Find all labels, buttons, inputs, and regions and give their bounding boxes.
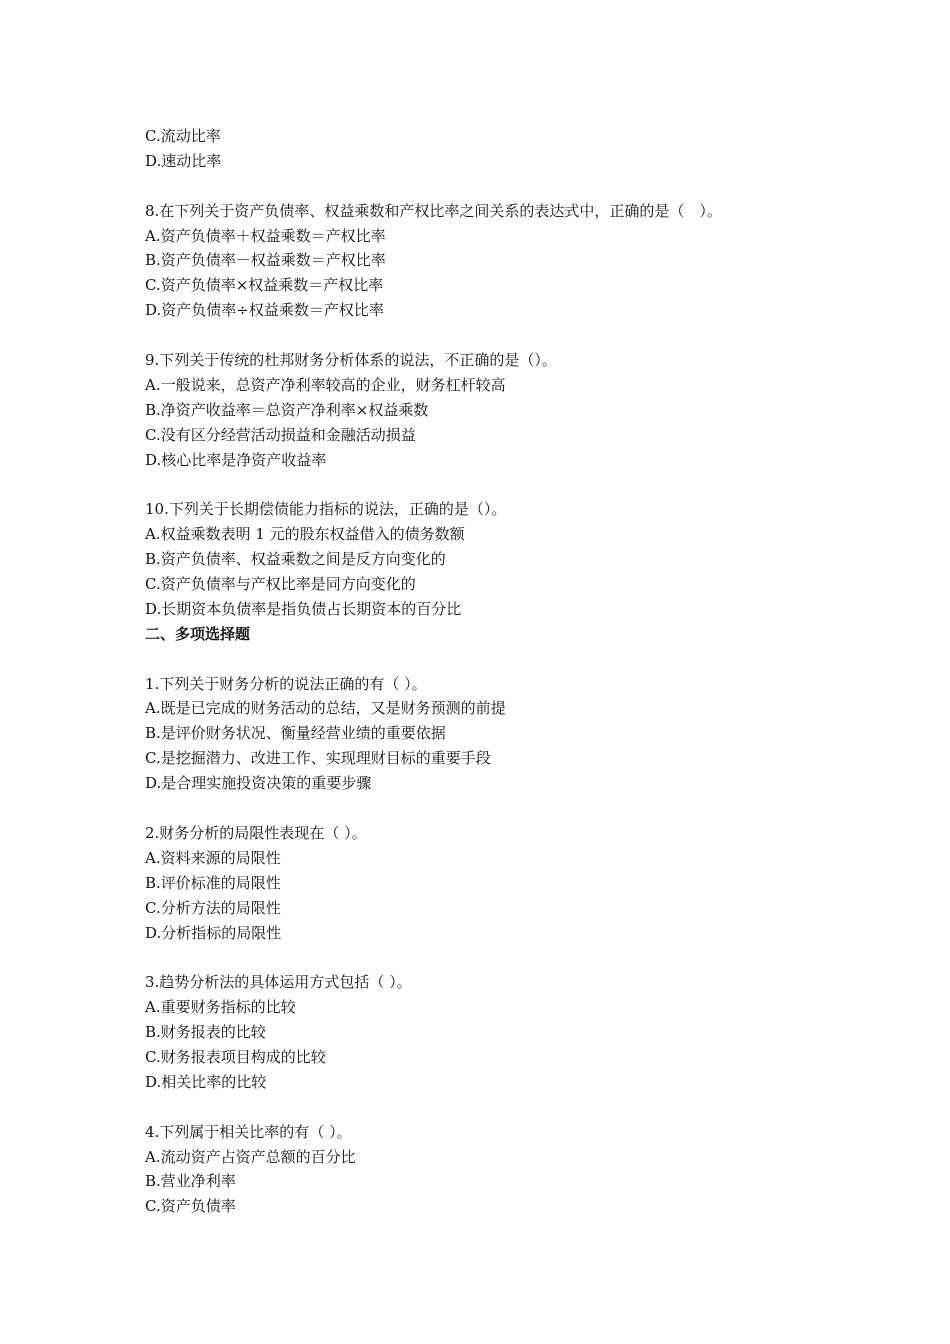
option-d: D.核心比率是净资产收益率 bbox=[145, 450, 327, 469]
multi-question-2 bbox=[145, 821, 845, 945]
option-a: A.资料来源的局限性 bbox=[145, 848, 281, 867]
option-d: D.相关比率的比较 bbox=[145, 1072, 267, 1091]
option-b: B.资产负债率、权益乘数之间是反方向变化的 bbox=[145, 550, 446, 569]
multi-question-1 bbox=[145, 672, 845, 796]
spacer bbox=[145, 323, 845, 348]
spacer bbox=[145, 472, 845, 497]
section-heading: 二、多项选择题 bbox=[145, 624, 251, 643]
question-9 bbox=[145, 348, 845, 472]
question-stem: 10.下列关于长期偿债能力指标的说法，正确的是（）。 bbox=[145, 500, 507, 519]
spacer bbox=[145, 945, 845, 970]
spacer bbox=[145, 796, 845, 821]
document-page bbox=[145, 124, 845, 1219]
option-d: D.是合理实施投资决策的重要步骤 bbox=[145, 774, 372, 793]
option-b: B.营业净利率 bbox=[145, 1172, 236, 1191]
question-stem: 3.趋势分析法的具体运用方式包括（ ）。 bbox=[145, 973, 412, 992]
option-c: C.财务报表项目构成的比较 bbox=[145, 1047, 326, 1066]
option-b: B.评价标准的局限性 bbox=[145, 873, 281, 892]
option-a: A.一般说来，总资产净利率较高的企业，财务杠杆较高 bbox=[145, 375, 506, 394]
option-b: B.财务报表的比较 bbox=[145, 1023, 266, 1042]
option-c: C.分析方法的局限性 bbox=[145, 898, 281, 917]
question-7-tail bbox=[145, 124, 845, 174]
option-a: A.既是已完成的财务活动的总结，又是财务预测的前提 bbox=[145, 699, 506, 718]
spacer bbox=[145, 647, 845, 672]
question-stem: 9.下列关于传统的杜邦财务分析体系的说法，不正确的是（）。 bbox=[145, 351, 557, 370]
option-c: C.是挖掘潜力、改进工作、实现理财目标的重要手段 bbox=[145, 749, 491, 768]
option-c: C.资产负债率 bbox=[145, 1197, 236, 1216]
question-stem: 4.下列属于相关比率的有（ ）。 bbox=[145, 1122, 352, 1141]
option-a: A.权益乘数表明 1 元的股东权益借入的债务数额 bbox=[145, 525, 465, 544]
option-c: C.资产负债率与产权比率是同方向变化的 bbox=[145, 575, 416, 594]
option-a: A.重要财务指标的比较 bbox=[145, 998, 296, 1017]
option-a: A.流动资产占资产总额的百分比 bbox=[145, 1147, 356, 1166]
question-8 bbox=[145, 199, 845, 323]
question-10 bbox=[145, 497, 845, 621]
multi-question-3 bbox=[145, 970, 845, 1094]
option-b: B.资产负债率－权益乘数＝产权比率 bbox=[145, 251, 386, 270]
option-d: D.长期资本负债率是指负债占长期资本的百分比 bbox=[145, 599, 462, 618]
option-c: C.流动比率 bbox=[145, 127, 221, 145]
option-b: B.净资产收益率＝总资产净利率×权益乘数 bbox=[145, 400, 429, 419]
spacer bbox=[145, 174, 845, 199]
option-c: C.资产负债率×权益乘数＝产权比率 bbox=[145, 276, 384, 295]
option-a: A.资产负债率＋权益乘数＝产权比率 bbox=[145, 226, 386, 245]
option-d: D.分析指标的局限性 bbox=[145, 923, 282, 942]
question-stem: 8.在下列关于资产负债率、权益乘数和产权比率之间关系的表达式中，正确的是（ ）。 bbox=[145, 201, 722, 220]
question-stem: 1.下列关于财务分析的说法正确的有（ ）。 bbox=[145, 674, 427, 693]
spacer bbox=[145, 1095, 845, 1120]
question-stem: 2.财务分析的局限性表现在（ ）。 bbox=[145, 823, 367, 842]
option-d: D.速动比率 bbox=[145, 151, 222, 170]
option-d: D.资产负债率÷权益乘数＝产权比率 bbox=[145, 301, 384, 320]
option-c: C.没有区分经营活动损益和金融活动损益 bbox=[145, 425, 416, 444]
option-b: B.是评价财务状况、衡量经营业绩的重要依据 bbox=[145, 724, 446, 743]
multi-question-4 bbox=[145, 1120, 845, 1220]
